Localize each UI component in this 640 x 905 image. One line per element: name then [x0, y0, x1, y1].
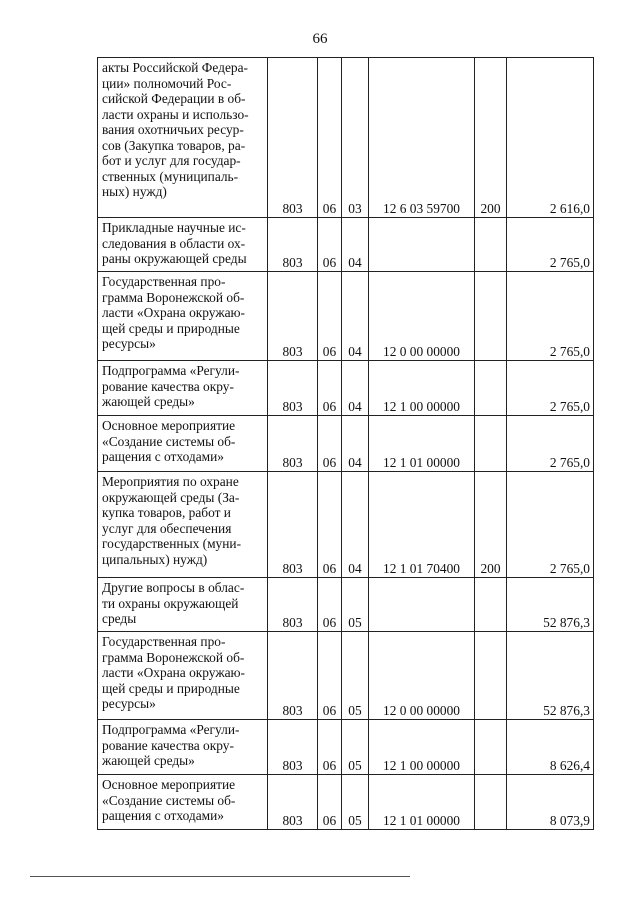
subsection-code: 05	[342, 720, 369, 775]
target-article: 12 1 01 00000	[369, 416, 475, 472]
ministry-code: 803	[268, 416, 318, 472]
expense-type	[475, 361, 507, 416]
table-row	[98, 58, 594, 218]
section-code: 06	[318, 416, 342, 472]
ministry-code: 803	[268, 361, 318, 416]
ministry-code: 803	[268, 58, 318, 218]
table-row	[98, 632, 594, 720]
section-code: 06	[318, 632, 342, 720]
ministry-code: 803	[268, 218, 318, 272]
target-article: 12 1 01 70400	[369, 472, 475, 578]
ministry-code: 803	[268, 775, 318, 830]
amount: 52 876,3	[507, 578, 594, 632]
subsection-code: 03	[342, 58, 369, 218]
section-code: 06	[318, 472, 342, 578]
target-article	[369, 218, 475, 272]
subsection-code: 04	[342, 361, 369, 416]
row-name: Мероприятия по охране окружающей среды (За- купка товаров, работ и услуг для обеспечения государственных (муни- ципальных) нужд)	[98, 472, 268, 578]
page-number: 66	[312, 31, 328, 47]
subsection-code: 05	[342, 632, 369, 720]
row-name: Подпрограмма «Регули- рование качества окру- жающей среды»	[98, 720, 268, 775]
amount: 2 765,0	[507, 416, 594, 472]
expense-type	[475, 775, 507, 830]
amount: 52 876,3	[507, 632, 594, 720]
target-article: 12 6 03 59700	[369, 58, 475, 218]
amount: 2 765,0	[507, 272, 594, 361]
row-name: Основное мероприятие «Создание системы об- ращения с отходами»	[98, 775, 268, 830]
section-code: 06	[318, 58, 342, 218]
footer-rule	[30, 876, 410, 877]
subsection-code: 05	[342, 775, 369, 830]
row-name: акты Российской Федера- ции» полномочий Рос- сийской Федерации в об- ласти охраны и использо- вания охотничьих ресур- сов (Закупка товаров, ра- бот и услуг для государ- ственных (муниципаль- ных) нужд)	[98, 58, 268, 218]
expense-type	[475, 632, 507, 720]
row-name: Прикладные научные ис- следования в области ох- раны окружающей среды	[98, 218, 268, 272]
expense-type: 200	[475, 472, 507, 578]
ministry-code: 803	[268, 578, 318, 632]
target-article: 12 1 00 00000	[369, 361, 475, 416]
expense-type	[475, 272, 507, 361]
row-name: Другие вопросы в облас- ти охраны окружающей среды	[98, 578, 268, 632]
target-article: 12 1 01 00000	[369, 775, 475, 830]
amount: 2 765,0	[507, 472, 594, 578]
subsection-code: 04	[342, 472, 369, 578]
ministry-code: 803	[268, 472, 318, 578]
table-row	[98, 218, 594, 272]
table-row	[98, 720, 594, 775]
amount: 2 765,0	[507, 361, 594, 416]
subsection-code: 05	[342, 578, 369, 632]
amount: 8 626,4	[507, 720, 594, 775]
section-code: 06	[318, 720, 342, 775]
subsection-code: 04	[342, 218, 369, 272]
expense-type	[475, 578, 507, 632]
target-article: 12 0 00 00000	[369, 272, 475, 361]
section-code: 06	[318, 578, 342, 632]
row-name: Подпрограмма «Регули- рование качества окру- жающей среды»	[98, 361, 268, 416]
table-row	[98, 775, 594, 830]
budget-table	[97, 57, 594, 830]
expense-type	[475, 218, 507, 272]
section-code: 06	[318, 218, 342, 272]
table-row	[98, 361, 594, 416]
expense-type	[475, 720, 507, 775]
table-row	[98, 472, 594, 578]
row-name: Государственная про- грамма Воронежской об- ласти «Охрана окружаю- щей среды и природные ресурсы»	[98, 632, 268, 720]
row-name: Основное мероприятие «Создание системы об- ращения с отходами»	[98, 416, 268, 472]
target-article	[369, 578, 475, 632]
ministry-code: 803	[268, 720, 318, 775]
row-name: Государственная про- грамма Воронежской об- ласти «Охрана окружаю- щей среды и природные ресурсы»	[98, 272, 268, 361]
subsection-code: 04	[342, 416, 369, 472]
expense-type	[475, 416, 507, 472]
table-row	[98, 272, 594, 361]
amount: 8 073,9	[507, 775, 594, 830]
section-code: 06	[318, 361, 342, 416]
expense-type: 200	[475, 58, 507, 218]
target-article: 12 1 00 00000	[369, 720, 475, 775]
table-row	[98, 416, 594, 472]
ministry-code: 803	[268, 272, 318, 361]
amount: 2 616,0	[507, 58, 594, 218]
amount: 2 765,0	[507, 218, 594, 272]
section-code: 06	[318, 272, 342, 361]
table-row	[98, 578, 594, 632]
subsection-code: 04	[342, 272, 369, 361]
section-code: 06	[318, 775, 342, 830]
target-article: 12 0 00 00000	[369, 632, 475, 720]
ministry-code: 803	[268, 632, 318, 720]
